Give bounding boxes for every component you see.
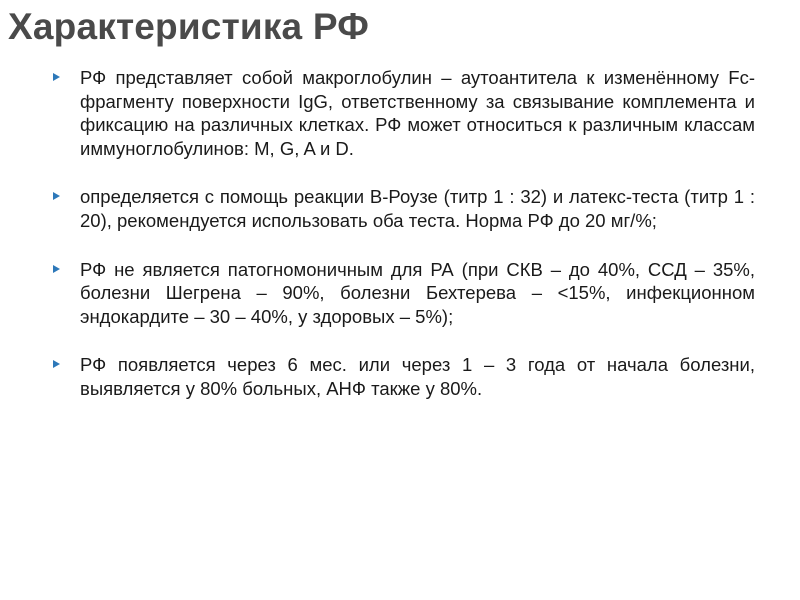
triangle-bullet-icon — [53, 265, 60, 273]
bullet-text-1: РФ представляет собой макроглобулин – аутоантитела к изменённому Fc-фрагменту поверхности IgG, ответственному за связывание комплемента и фиксацию на различных клетках. РФ может относиться к различным классам иммуноглобулинов: M, G, A и D. — [80, 67, 755, 159]
slide-title: Характеристика РФ — [8, 6, 369, 47]
bullet-text-4: РФ появляется через 6 мес. или через 1 – 3 года от начала болезни, выявляется у 80% больных, АНФ также у 80%. — [80, 354, 755, 399]
bullet-item-4 — [50, 353, 755, 400]
triangle-bullet-icon — [53, 360, 60, 368]
bullet-text-2: определяется с помощь реакции В-Роузе (титр 1 : 32) и латекс-теста (титр 1 : 20), рекомендуется использовать оба теста. Норма РФ до 20 мг/%; — [80, 186, 755, 231]
bullet-item-3 — [50, 258, 755, 329]
bullet-item-2 — [50, 185, 755, 232]
triangle-bullet-icon — [53, 73, 60, 81]
bullet-item-1 — [50, 66, 755, 160]
bullet-list — [50, 66, 755, 426]
triangle-bullet-icon — [53, 192, 60, 200]
bullet-text-3: РФ не является патогномоничным для РА (при СКВ – до 40%, ССД – 35%, болезни Шегрена – 90%, болезни Бехтерева – <15%, инфекционном эндокардите – 30 – 40%, у здоровых – 5%); — [80, 258, 755, 327]
